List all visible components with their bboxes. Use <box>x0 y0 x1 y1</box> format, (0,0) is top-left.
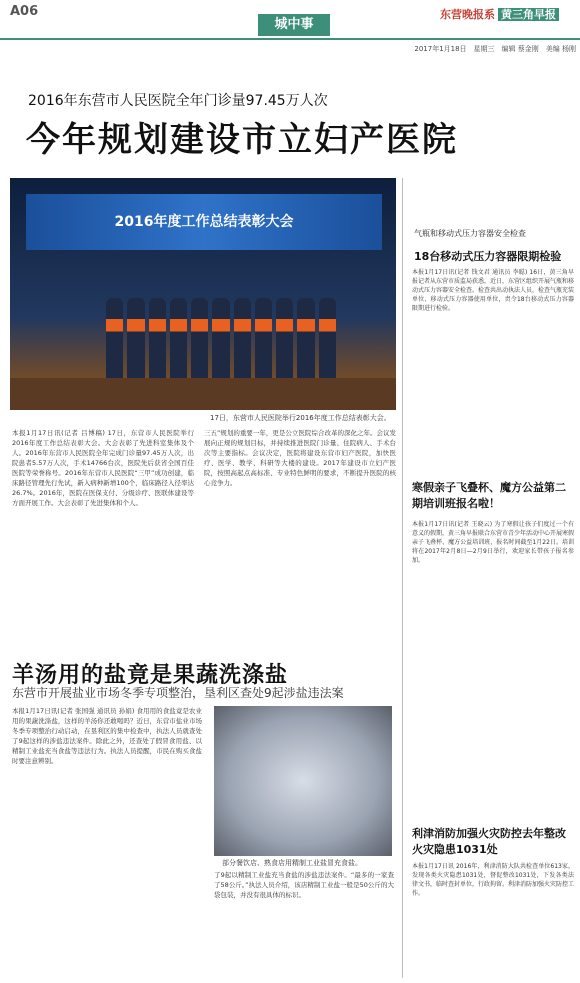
photo-people <box>106 298 336 382</box>
right-story1-headline: 18台移动式压力容器限期检验 <box>414 250 562 263</box>
right-story3-headline: 利津消防加强火灾防控去年整改火灾隐患1031处 <box>412 827 566 856</box>
right-story2-headline: 寒假亲子飞叠杯、魔方公益第二期培训班报名啦！ <box>412 481 566 510</box>
photo-stage <box>10 378 396 410</box>
right-story1-sub: 气瓶和移动式压力容器安全检查 <box>414 229 526 238</box>
right-story2-body: 本报1月17日讯(记者 王晓云) 为了寒假让孩子们度过一个有意义的假期，黄三角早报联合东营市青少年活动中心开展寒假亲子飞叠杯、魔方公益培训班，报名时间截至1月22日。培训将在2017年2月8日—2月9日举行，欢迎家长带孩子报名参加。 <box>412 521 574 564</box>
second-headline: 羊汤用的盐竟是果蔬洗涤盐 <box>12 663 289 688</box>
person-figure <box>255 298 272 382</box>
lead-body-left: 本报1月17日讯(记者 吕博稿) 17日，东营市人民医院举行2016年度工作总结表彰大会。大会表彰了先进科室集体及个人。2016年东营市人民医院全年完成门诊量97.45万人次，出院患者5.57万人次，手术14766台次，医院先后获省全国百佳医院等荣誉称号。2016年东营市人民医院“三甲”成功创建，临床路径管理先行先试，新入病种新增100个，临床路径入径率达26.7%。2016年，医院在医保支付、分级诊疗、医联体建设等方面开展工作。大会表彰了先进集体和个人。 <box>12 429 194 507</box>
top-rule <box>0 38 580 40</box>
person-figure <box>319 298 336 382</box>
lead-headline: 今年规划建设市立妇产医院 <box>26 120 458 160</box>
person-figure <box>127 298 144 382</box>
person-figure <box>212 298 229 382</box>
person-figure <box>106 298 123 382</box>
salt-photo-caption: 部分餐饮店、熟食店用精制工业盐冒充食盐。 <box>222 859 362 867</box>
masthead-name: 东营晚报系 <box>440 8 495 21</box>
person-figure <box>234 298 251 382</box>
lead-body-right: 三五”规划的重要一年，更是公立医院综合改革的深化之年。会议发展向正规的规划目标，并持续推进医院门诊量、住院病人、手术台次等主要指标。会议决定，医院将建设东营市妇产医院，加快医疗、医学、教学、科研等大楼的建设。2017年建设市立妇产医院，按照高起点高标准、专业特色鲜明的要求，不断提升医院的核心竞争力。 <box>204 429 396 487</box>
person-figure <box>170 298 187 382</box>
right-story1-body: 本报1月17日讯(记者 钱文君 通讯员 李聪) 16日，黄三角早报记者从东营市质监局获悉，近日，东营区组织开展气瓶和移动式压力容器安全检查。检查共出动执法人员，检查气瓶充装单位、移动式压力容器使用单位，责令18台移动式压力容器限期进行检验。 <box>412 269 574 312</box>
second-body-photo: 了9起以精制工业盐充当食盐的涉盐违法案件。“最多的一家查了58公斤。”执法人员介绍，该店精制工业盐一般是50公斤的大袋包装，并没有很具体的标识。 <box>214 871 394 899</box>
right-story3-body: 本报1月17日讯 2016年，利津消防大队共检查单位613家，发现各类火灾隐患1031处，督促整改1031处，下发各类法律文书，临时查封单位，行政拘留。利津消防加强火灾防控工作。 <box>412 863 574 897</box>
lead-photo-caption: 17日，东营市人民医院举行2016年度工作总结表彰大会。 <box>210 414 391 422</box>
lead-deck: 2016年东营市人民医院全年门诊量97.45万人次 <box>28 93 328 109</box>
person-figure <box>297 298 314 382</box>
lead-photo <box>10 178 396 410</box>
person-figure <box>191 298 208 382</box>
section-tab: 城中事 <box>258 14 330 36</box>
second-body: 本报1月17日讯(记者 张国强 通讯员 孙娟) 食用用的食盐竟是农业用的果蔬洗涤盐，这样的羊汤你还敢喝吗？近日，东营市盐业市场冬季专项整治行动启动，在垦利区的集中检查中，执法人员就查处了9起这样的涉盐违法案件。除此之外，还查处了假冒食用盐、以精制工业盐充当食盐等违法行为。执法人员提醒，市民在购买食盐时要注意辨别。 <box>12 707 202 765</box>
photo-banner: 2016年度工作总结表彰大会 <box>26 194 382 250</box>
person-figure <box>149 298 166 382</box>
masthead-sub: 黄三角早报 <box>498 8 559 21</box>
second-deck: 东营市开展盐业市场冬季专项整治，垦利区查处9起涉盐违法案 <box>12 686 344 700</box>
column-divider <box>402 178 403 978</box>
person-figure <box>276 298 293 382</box>
salt-photo <box>214 706 392 856</box>
dateline: 2017年1月18日 星期三 编辑 蔡金刚 美编 杨刚 <box>414 45 576 53</box>
page-number: A06 <box>10 4 39 19</box>
masthead <box>440 6 574 24</box>
